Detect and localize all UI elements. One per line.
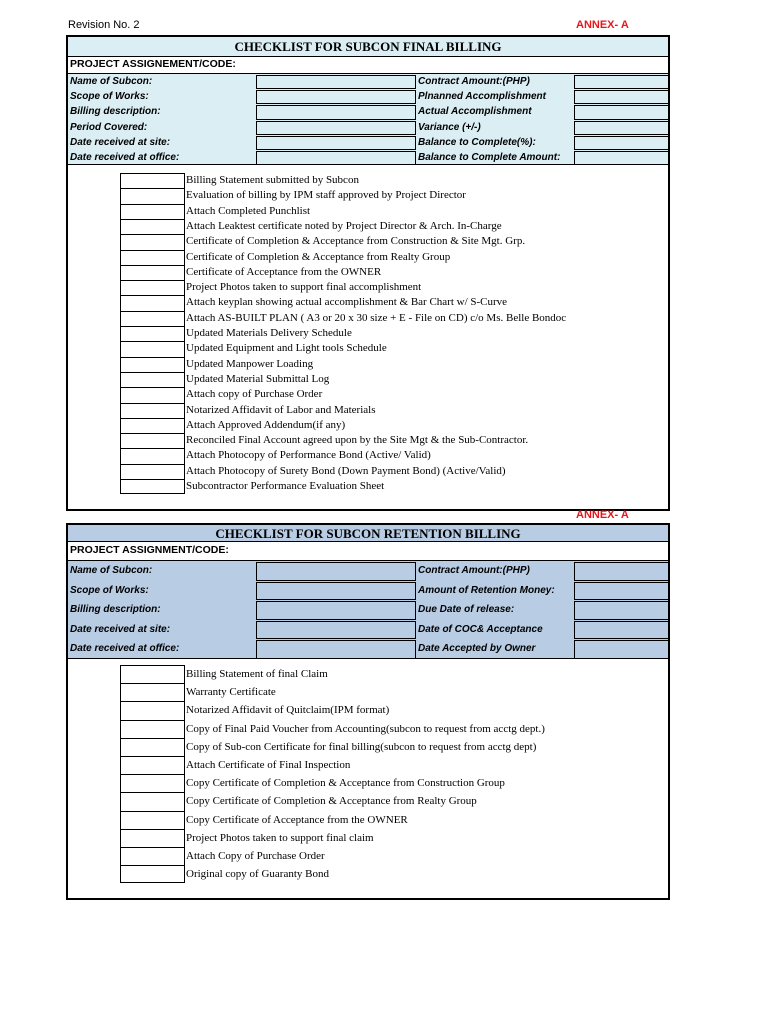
final-left-value-field[interactable] (256, 75, 416, 89)
retention-item-label: Copy Certificate of Completion & Acceptance from Construction Group (186, 777, 505, 790)
retention-right-value-field[interactable] (574, 640, 670, 659)
final-item-label: Project Photos taken to support final accomplishment (186, 281, 422, 294)
final-item-label: Attach Photocopy of Performance Bond (Active/ Valid) (186, 449, 431, 462)
retention-item-label: Copy of Sub-con Certificate for final billing(subcon to request from acctg dept) (186, 740, 537, 753)
retention-left-label: Date received at office: (70, 643, 180, 654)
final-item-label: Subcontractor Performance Evaluation Sheet (186, 480, 385, 492)
final-item-checkbox[interactable] (120, 341, 185, 356)
retention-right-label: Contract Amount:(PHP) (418, 565, 530, 576)
retention-item-checkbox[interactable] (120, 738, 185, 756)
final-left-value-field[interactable] (256, 121, 416, 135)
final-right-label: Actual Accomplishment (418, 106, 532, 118)
retention-item-label: Attach Certificate of Final Inspection (186, 759, 351, 771)
final-item-checkbox[interactable] (120, 464, 185, 479)
retention-item-label: Copy of Final Paid Voucher from Accounting(subcon to request from acctg dept.) (186, 722, 545, 735)
final-info-block (68, 74, 668, 165)
final-item-label: Attach keyplan showing actual accomplishment & Bar Chart w/ S-Curve (186, 296, 508, 309)
final-item-checkbox[interactable] (120, 280, 185, 295)
final-item-checkbox[interactable] (120, 403, 185, 418)
retention-left-label: Scope of Works: (70, 584, 149, 596)
final-item-checkbox[interactable] (120, 387, 185, 402)
retention-right-label: Date Accepted by Owner (418, 643, 536, 654)
final-item-label: Updated Equipment and Light tools Schedule (186, 342, 387, 355)
final-left-label: Billing description: (70, 106, 161, 118)
final-item-checkbox[interactable] (120, 311, 185, 326)
final-item-checkbox[interactable] (120, 433, 185, 448)
retention-item-checkbox[interactable] (120, 683, 185, 701)
retention-item-checkbox[interactable] (120, 792, 185, 810)
final-right-value-field[interactable] (574, 90, 670, 104)
final-item-label: Certificate of Completion & Acceptance from Construction & Site Mgt. Grp. (186, 235, 526, 248)
annex-label-top: ANNEX- A (576, 19, 629, 31)
retention-checklist (68, 659, 668, 897)
final-left-value-field[interactable] (256, 90, 416, 104)
retention-item-label: Project Photos taken to support final claim (186, 831, 374, 844)
retention-right-value-field[interactable] (574, 562, 670, 581)
final-left-label: Date received at office: (70, 152, 180, 163)
final-right-value-field[interactable] (574, 136, 670, 150)
final-right-label: Balance to Complete(%): (418, 136, 536, 148)
final-item-label: Notarized Affidavit of Labor and Materials (186, 403, 376, 416)
retention-billing-checklist (66, 523, 670, 900)
final-item-label: Attach Photocopy of Surety Bond (Down Payment Bond) (Active/Valid) (186, 464, 506, 477)
retention-item-checkbox[interactable] (120, 811, 185, 829)
retention-right-label: Due Date of release: (418, 604, 515, 615)
final-item-checkbox[interactable] (120, 326, 185, 341)
final-item-label: Attach AS-BUILT PLAN ( A3 or 20 x 30 size + E - File on CD) c/o Ms. Belle Bondoc (186, 311, 567, 324)
final-item-label: Billing Statement submitted by Subcon (186, 174, 359, 186)
retention-item-label: Original copy of Guaranty Bond (186, 868, 329, 881)
final-item-label: Certificate of Completion & Acceptance from Realty Group (186, 250, 451, 263)
retention-item-checkbox[interactable] (120, 829, 185, 847)
final-left-label: Name of Subcon: (70, 76, 153, 87)
retention-right-label: Amount of Retention Money: (418, 584, 555, 596)
final-item-label: Certificate of Acceptance from the OWNER (186, 265, 382, 278)
final-right-value-field[interactable] (574, 75, 670, 89)
final-item-checkbox[interactable] (120, 188, 185, 203)
retention-item-label: Copy Certificate of Acceptance from the OWNER (186, 813, 408, 826)
retention-item-checkbox[interactable] (120, 665, 185, 683)
final-right-value-field[interactable] (574, 121, 670, 135)
retention-left-label: Name of Subcon: (70, 565, 153, 576)
final-right-value-field[interactable] (574, 151, 670, 165)
final-left-value-field[interactable] (256, 136, 416, 150)
final-item-checkbox[interactable] (120, 418, 185, 433)
retention-item-label: Copy Certificate of Completion & Acceptance from Realty Group (186, 795, 477, 808)
retention-item-checkbox[interactable] (120, 774, 185, 792)
final-item-checkbox[interactable] (120, 234, 185, 249)
retention-right-label: Date of COC& Acceptance (418, 623, 543, 635)
final-project-assignment-label: PROJECT ASSIGNEMENT/CODE: (68, 57, 668, 74)
final-item-label: Reconciled Final Account agreed upon by the Site Mgt & the Sub-Contractor. (186, 434, 529, 447)
final-item-label: Attach Leaktest certificate noted by Project Director & Arch. In-Charge (186, 219, 502, 232)
final-right-label: Balance to Complete Amount: (418, 152, 561, 163)
final-right-label: Variance (+/-) (418, 121, 481, 133)
final-right-label: Plnanned Accomplishment (418, 91, 546, 103)
retention-item-checkbox[interactable] (120, 720, 185, 738)
final-left-label: Date received at site: (70, 136, 171, 148)
final-left-label: Scope of Works: (70, 91, 149, 103)
retention-right-value-field[interactable] (574, 621, 670, 640)
retention-right-value-field[interactable] (574, 601, 670, 620)
final-item-label: Attach copy of Purchase Order (186, 388, 323, 401)
retention-left-value-field[interactable] (256, 621, 416, 640)
final-left-value-field[interactable] (256, 105, 416, 119)
final-left-value-field[interactable] (256, 151, 416, 165)
retention-item-label: Warranty Certificate (186, 686, 276, 699)
retention-item-label: Notarized Affidavit of Quitclaim(IPM format) (186, 704, 390, 717)
retention-project-assignment-label: PROJECT ASSIGNMENT/CODE: (68, 542, 668, 561)
retention-left-value-field[interactable] (256, 601, 416, 620)
retention-info-block (68, 561, 668, 659)
retention-item-checkbox[interactable] (120, 865, 185, 883)
final-billing-checklist (66, 35, 670, 511)
retention-item-checkbox[interactable] (120, 701, 185, 719)
final-item-checkbox[interactable] (120, 372, 185, 387)
final-item-checkbox[interactable] (120, 204, 185, 219)
retention-right-value-field[interactable] (574, 582, 670, 601)
retention-left-value-field[interactable] (256, 640, 416, 659)
final-item-label: Attach Completed Punchlist (186, 204, 311, 217)
final-checklist (68, 165, 668, 505)
final-item-checkbox[interactable] (120, 250, 185, 265)
final-item-label: Updated Manpower Loading (186, 357, 314, 370)
retention-item-checkbox[interactable] (120, 847, 185, 865)
retention-left-value-field[interactable] (256, 582, 416, 601)
final-right-value-field[interactable] (574, 105, 670, 119)
final-item-label: Updated Material Submittal Log (186, 372, 330, 385)
final-item-label: Updated Materials Delivery Schedule (186, 327, 352, 339)
final-left-label: Period Covered: (70, 121, 148, 133)
annex-label-bottom: ANNEX- A (576, 509, 629, 521)
retention-item-checkbox[interactable] (120, 756, 185, 774)
final-item-checkbox[interactable] (120, 295, 185, 310)
final-item-checkbox[interactable] (120, 219, 185, 234)
final-billing-title: CHECKLIST FOR SUBCON FINAL BILLING (68, 37, 668, 57)
final-item-checkbox[interactable] (120, 357, 185, 372)
retention-left-label: Billing description: (70, 604, 161, 615)
final-item-label: Attach Approved Addendum(if any) (186, 418, 346, 431)
final-right-label: Contract Amount:(PHP) (418, 76, 530, 87)
final-item-checkbox[interactable] (120, 173, 185, 188)
retention-left-value-field[interactable] (256, 562, 416, 581)
retention-item-label: Attach Copy of Purchase Order (186, 850, 325, 862)
final-item-checkbox[interactable] (120, 265, 185, 280)
retention-billing-title: CHECKLIST FOR SUBCON RETENTION BILLING (68, 525, 668, 542)
revision-number: Revision No. 2 (68, 19, 140, 31)
retention-left-label: Date received at site: (70, 623, 171, 635)
retention-item-label: Billing Statement of final Claim (186, 668, 328, 680)
final-item-label: Evaluation of billing by IPM staff approved by Project Director (186, 189, 466, 202)
final-item-checkbox[interactable] (120, 479, 185, 494)
final-item-checkbox[interactable] (120, 448, 185, 463)
